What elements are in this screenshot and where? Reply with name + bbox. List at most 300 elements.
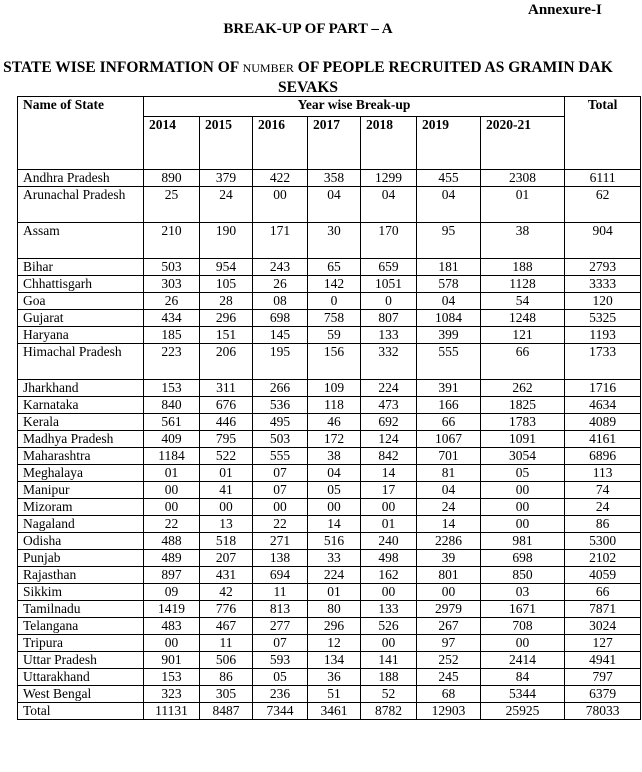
year-value-cell: 1299 <box>361 170 417 187</box>
year-value-cell: 518 <box>200 533 253 550</box>
year-value-cell: 262 <box>481 380 565 397</box>
table-row <box>18 187 641 223</box>
year-value-cell: 00 <box>361 635 417 652</box>
year-value-cell: 46 <box>308 414 361 431</box>
year-value-cell: 431 <box>200 567 253 584</box>
total-cell: 120 <box>565 293 641 310</box>
year-value-cell: 141 <box>361 652 417 669</box>
year-value-cell: 399 <box>417 327 481 344</box>
year-value-cell: 516 <box>308 533 361 550</box>
year-value-cell: 1051 <box>361 276 417 293</box>
table-row <box>18 380 641 397</box>
state-cell: Karnataka <box>18 397 144 414</box>
year-value-cell: 04 <box>417 187 481 223</box>
year-value-cell: 66 <box>417 414 481 431</box>
year-value-cell: 151 <box>200 327 253 344</box>
table-row <box>18 703 641 720</box>
year-value-cell: 24 <box>200 187 253 223</box>
year-value-cell: 39 <box>417 550 481 567</box>
year-value-cell: 210 <box>144 223 200 259</box>
year-value-cell: 68 <box>417 686 481 703</box>
year-value-cell: 694 <box>253 567 308 584</box>
table-row <box>18 465 641 482</box>
year-value-cell: 311 <box>200 380 253 397</box>
year-value-cell: 332 <box>361 344 417 380</box>
total-cell: 4634 <box>565 397 641 414</box>
year-value-cell: 659 <box>361 259 417 276</box>
year-value-cell: 59 <box>308 327 361 344</box>
year-value-cell: 561 <box>144 414 200 431</box>
year-value-cell: 483 <box>144 618 200 635</box>
table-row <box>18 652 641 669</box>
year-value-cell: 224 <box>361 380 417 397</box>
year-value-cell: 807 <box>361 310 417 327</box>
year-value-cell: 05 <box>481 465 565 482</box>
year-value-cell: 121 <box>481 327 565 344</box>
year-value-cell: 22 <box>253 516 308 533</box>
year-value-cell: 698 <box>253 310 308 327</box>
year-value-cell: 455 <box>417 170 481 187</box>
year-value-cell: 170 <box>361 223 417 259</box>
year-value-cell: 190 <box>200 223 253 259</box>
year-value-cell: 17 <box>361 482 417 499</box>
year-value-cell: 266 <box>253 380 308 397</box>
year-value-cell: 01 <box>481 187 565 223</box>
year-value-cell: 296 <box>308 618 361 635</box>
year-value-cell: 00 <box>481 482 565 499</box>
table-row <box>18 327 641 344</box>
year-value-cell: 323 <box>144 686 200 703</box>
year-value-cell: 42 <box>200 584 253 601</box>
year-value-cell: 86 <box>200 669 253 686</box>
year-value-cell: 498 <box>361 550 417 567</box>
year-value-cell: 12 <box>308 635 361 652</box>
table-row <box>18 397 641 414</box>
year-value-cell: 08 <box>253 293 308 310</box>
table-row <box>18 533 641 550</box>
year-value-cell: 52 <box>361 686 417 703</box>
year-value-cell: 188 <box>481 259 565 276</box>
year-value-cell: 1184 <box>144 448 200 465</box>
main-title-part1: STATE WISE INFORMATION OF <box>3 59 243 76</box>
state-cell: Meghalaya <box>18 465 144 482</box>
total-cell: 2793 <box>565 259 641 276</box>
year-value-cell: 81 <box>417 465 481 482</box>
header-year: 2018 <box>361 117 417 170</box>
state-cell: Tripura <box>18 635 144 652</box>
year-value-cell: 7344 <box>253 703 308 720</box>
year-value-cell: 00 <box>481 516 565 533</box>
year-value-cell: 01 <box>308 584 361 601</box>
year-value-cell: 701 <box>417 448 481 465</box>
table-row <box>18 259 641 276</box>
year-value-cell: 105 <box>200 276 253 293</box>
state-cell: Madhya Pradesh <box>18 431 144 448</box>
year-value-cell: 503 <box>253 431 308 448</box>
table-row <box>18 635 641 652</box>
state-cell: Odisha <box>18 533 144 550</box>
year-value-cell: 153 <box>144 380 200 397</box>
year-value-cell: 11 <box>200 635 253 652</box>
total-cell: 5300 <box>565 533 641 550</box>
state-cell: Assam <box>18 223 144 259</box>
year-value-cell: 80 <box>308 601 361 618</box>
year-value-cell: 758 <box>308 310 361 327</box>
year-value-cell: 54 <box>481 293 565 310</box>
year-value-cell: 07 <box>253 465 308 482</box>
year-value-cell: 181 <box>417 259 481 276</box>
year-value-cell: 138 <box>253 550 308 567</box>
table-row <box>18 344 641 380</box>
year-value-cell: 522 <box>200 448 253 465</box>
year-value-cell: 240 <box>361 533 417 550</box>
year-value-cell: 109 <box>308 380 361 397</box>
total-cell: 4161 <box>565 431 641 448</box>
year-value-cell: 26 <box>253 276 308 293</box>
year-value-cell: 133 <box>361 601 417 618</box>
header-year: 2014 <box>144 117 200 170</box>
year-value-cell: 842 <box>361 448 417 465</box>
main-title-part2: OF PEOPLE RECRUITED AS GRAMIN DAK SEVAKS <box>277 59 613 96</box>
year-value-cell: 296 <box>200 310 253 327</box>
year-value-cell: 379 <box>200 170 253 187</box>
year-value-cell: 692 <box>361 414 417 431</box>
year-value-cell: 446 <box>200 414 253 431</box>
state-cell: Telangana <box>18 618 144 635</box>
year-value-cell: 97 <box>417 635 481 652</box>
year-value-cell: 236 <box>253 686 308 703</box>
year-value-cell: 185 <box>144 327 200 344</box>
year-value-cell: 00 <box>361 499 417 516</box>
year-value-cell: 04 <box>417 293 481 310</box>
year-value-cell: 0 <box>361 293 417 310</box>
year-value-cell: 795 <box>200 431 253 448</box>
year-value-cell: 171 <box>253 223 308 259</box>
year-value-cell: 41 <box>200 482 253 499</box>
year-value-cell: 495 <box>253 414 308 431</box>
total-cell: 86 <box>565 516 641 533</box>
year-value-cell: 156 <box>308 344 361 380</box>
total-cell: 797 <box>565 669 641 686</box>
year-value-cell: 145 <box>253 327 308 344</box>
header-total: Total <box>565 97 641 170</box>
state-cell: Goa <box>18 293 144 310</box>
year-value-cell: 153 <box>144 669 200 686</box>
year-value-cell: 26 <box>144 293 200 310</box>
table-row <box>18 170 641 187</box>
year-value-cell: 489 <box>144 550 200 567</box>
year-value-cell: 578 <box>417 276 481 293</box>
total-cell: 2102 <box>565 550 641 567</box>
state-cell: Total <box>18 703 144 720</box>
header-year: 2020-21 <box>481 117 565 170</box>
total-cell: 4059 <box>565 567 641 584</box>
table-row <box>18 448 641 465</box>
year-value-cell: 223 <box>144 344 200 380</box>
table-row <box>18 618 641 635</box>
table-row <box>18 601 641 618</box>
year-value-cell: 467 <box>200 618 253 635</box>
main-title <box>0 58 616 97</box>
state-cell: Punjab <box>18 550 144 567</box>
year-value-cell: 391 <box>417 380 481 397</box>
table-row <box>18 686 641 703</box>
year-value-cell: 09 <box>144 584 200 601</box>
table-row <box>18 276 641 293</box>
total-cell: 1733 <box>565 344 641 380</box>
table-row <box>18 482 641 499</box>
year-value-cell: 409 <box>144 431 200 448</box>
year-value-cell: 813 <box>253 601 308 618</box>
total-cell: 3024 <box>565 618 641 635</box>
year-value-cell: 162 <box>361 567 417 584</box>
year-value-cell: 245 <box>417 669 481 686</box>
year-value-cell: 676 <box>200 397 253 414</box>
state-cell: Jharkhand <box>18 380 144 397</box>
total-cell: 127 <box>565 635 641 652</box>
year-value-cell: 555 <box>417 344 481 380</box>
year-value-cell: 00 <box>253 187 308 223</box>
year-value-cell: 698 <box>481 550 565 567</box>
year-value-cell: 38 <box>308 448 361 465</box>
recruitment-table <box>17 96 641 720</box>
state-cell: Rajasthan <box>18 567 144 584</box>
table-row <box>18 223 641 259</box>
state-cell: Arunachal Pradesh <box>18 187 144 223</box>
year-value-cell: 14 <box>308 516 361 533</box>
table-row <box>18 499 641 516</box>
year-value-cell: 434 <box>144 310 200 327</box>
year-value-cell: 0 <box>308 293 361 310</box>
year-value-cell: 07 <box>253 635 308 652</box>
year-value-cell: 166 <box>417 397 481 414</box>
year-value-cell: 22 <box>144 516 200 533</box>
table-row <box>18 567 641 584</box>
state-cell: Manipur <box>18 482 144 499</box>
total-cell: 4089 <box>565 414 641 431</box>
year-value-cell: 38 <box>481 223 565 259</box>
total-cell: 5325 <box>565 310 641 327</box>
year-value-cell: 03 <box>481 584 565 601</box>
year-value-cell: 1825 <box>481 397 565 414</box>
state-cell: Haryana <box>18 327 144 344</box>
year-value-cell: 1128 <box>481 276 565 293</box>
total-cell: 3333 <box>565 276 641 293</box>
state-cell: Sikkim <box>18 584 144 601</box>
year-value-cell: 555 <box>253 448 308 465</box>
year-value-cell: 2414 <box>481 652 565 669</box>
year-value-cell: 65 <box>308 259 361 276</box>
table-row <box>18 414 641 431</box>
year-value-cell: 00 <box>144 482 200 499</box>
total-cell: 904 <box>565 223 641 259</box>
year-value-cell: 8782 <box>361 703 417 720</box>
year-value-cell: 3461 <box>308 703 361 720</box>
state-cell: Maharashtra <box>18 448 144 465</box>
year-value-cell: 00 <box>253 499 308 516</box>
year-value-cell: 305 <box>200 686 253 703</box>
year-value-cell: 897 <box>144 567 200 584</box>
year-value-cell: 2308 <box>481 170 565 187</box>
state-cell: Uttarakhand <box>18 669 144 686</box>
total-cell: 78033 <box>565 703 641 720</box>
table-row <box>18 431 641 448</box>
year-value-cell: 33 <box>308 550 361 567</box>
state-cell: West Bengal <box>18 686 144 703</box>
year-value-cell: 30 <box>308 223 361 259</box>
header-year: 2015 <box>200 117 253 170</box>
state-cell: Tamilnadu <box>18 601 144 618</box>
year-value-cell: 526 <box>361 618 417 635</box>
part-title: BREAK-UP OF PART – A <box>223 21 393 37</box>
year-value-cell: 36 <box>308 669 361 686</box>
year-value-cell: 473 <box>361 397 417 414</box>
state-cell: Mizoram <box>18 499 144 516</box>
year-value-cell: 00 <box>200 499 253 516</box>
year-value-cell: 488 <box>144 533 200 550</box>
year-value-cell: 25 <box>144 187 200 223</box>
year-value-cell: 850 <box>481 567 565 584</box>
year-value-cell: 277 <box>253 618 308 635</box>
year-value-cell: 890 <box>144 170 200 187</box>
year-value-cell: 14 <box>417 516 481 533</box>
state-cell: Kerala <box>18 414 144 431</box>
year-value-cell: 25925 <box>481 703 565 720</box>
year-value-cell: 142 <box>308 276 361 293</box>
state-cell: Himachal Pradesh <box>18 344 144 380</box>
year-value-cell: 1671 <box>481 601 565 618</box>
year-value-cell: 303 <box>144 276 200 293</box>
year-value-cell: 28 <box>200 293 253 310</box>
year-value-cell: 506 <box>200 652 253 669</box>
year-value-cell: 224 <box>308 567 361 584</box>
year-value-cell: 12903 <box>417 703 481 720</box>
year-value-cell: 271 <box>253 533 308 550</box>
year-value-cell: 04 <box>361 187 417 223</box>
year-value-cell: 84 <box>481 669 565 686</box>
header-year: 2017 <box>308 117 361 170</box>
year-value-cell: 1084 <box>417 310 481 327</box>
year-value-cell: 188 <box>361 669 417 686</box>
annexure-label: Annexure-I <box>528 2 602 18</box>
year-value-cell: 95 <box>417 223 481 259</box>
year-value-cell: 954 <box>200 259 253 276</box>
year-value-cell: 1419 <box>144 601 200 618</box>
year-value-cell: 840 <box>144 397 200 414</box>
header-year: 2019 <box>417 117 481 170</box>
state-cell: Nagaland <box>18 516 144 533</box>
year-value-cell: 00 <box>481 499 565 516</box>
year-value-cell: 00 <box>308 499 361 516</box>
table-row <box>18 293 641 310</box>
table-row <box>18 550 641 567</box>
year-value-cell: 195 <box>253 344 308 380</box>
total-cell: 66 <box>565 584 641 601</box>
year-value-cell: 66 <box>481 344 565 380</box>
year-value-cell: 11131 <box>144 703 200 720</box>
table-row <box>18 310 641 327</box>
year-value-cell: 2979 <box>417 601 481 618</box>
year-value-cell: 118 <box>308 397 361 414</box>
state-cell: Uttar Pradesh <box>18 652 144 669</box>
year-value-cell: 422 <box>253 170 308 187</box>
year-value-cell: 801 <box>417 567 481 584</box>
year-value-cell: 00 <box>417 584 481 601</box>
year-value-cell: 8487 <box>200 703 253 720</box>
year-value-cell: 04 <box>417 482 481 499</box>
year-value-cell: 13 <box>200 516 253 533</box>
table-row <box>18 669 641 686</box>
year-value-cell: 358 <box>308 170 361 187</box>
year-value-cell: 3054 <box>481 448 565 465</box>
year-value-cell: 708 <box>481 618 565 635</box>
year-value-cell: 901 <box>144 652 200 669</box>
total-cell: 6379 <box>565 686 641 703</box>
year-value-cell: 1067 <box>417 431 481 448</box>
total-cell: 74 <box>565 482 641 499</box>
year-value-cell: 124 <box>361 431 417 448</box>
header-year: 2016 <box>253 117 308 170</box>
table-body <box>18 170 641 720</box>
year-value-cell: 2286 <box>417 533 481 550</box>
total-cell: 1193 <box>565 327 641 344</box>
year-value-cell: 51 <box>308 686 361 703</box>
year-value-cell: 252 <box>417 652 481 669</box>
year-value-cell: 134 <box>308 652 361 669</box>
year-value-cell: 05 <box>253 669 308 686</box>
year-value-cell: 11 <box>253 584 308 601</box>
total-cell: 24 <box>565 499 641 516</box>
year-value-cell: 206 <box>200 344 253 380</box>
year-value-cell: 243 <box>253 259 308 276</box>
year-value-cell: 133 <box>361 327 417 344</box>
total-cell: 7871 <box>565 601 641 618</box>
header-year-span: Year wise Break-up <box>144 97 565 117</box>
year-value-cell: 04 <box>308 465 361 482</box>
year-value-cell: 05 <box>308 482 361 499</box>
state-cell: Gujarat <box>18 310 144 327</box>
year-value-cell: 776 <box>200 601 253 618</box>
year-value-cell: 00 <box>144 499 200 516</box>
total-cell: 62 <box>565 187 641 223</box>
year-value-cell: 5344 <box>481 686 565 703</box>
year-value-cell: 00 <box>144 635 200 652</box>
year-value-cell: 01 <box>144 465 200 482</box>
year-value-cell: 1091 <box>481 431 565 448</box>
year-value-cell: 14 <box>361 465 417 482</box>
year-value-cell: 01 <box>200 465 253 482</box>
state-cell: Andhra Pradesh <box>18 170 144 187</box>
year-value-cell: 981 <box>481 533 565 550</box>
total-cell: 4941 <box>565 652 641 669</box>
year-value-cell: 00 <box>361 584 417 601</box>
year-value-cell: 04 <box>308 187 361 223</box>
year-value-cell: 1783 <box>481 414 565 431</box>
state-cell: Chhattisgarh <box>18 276 144 293</box>
total-cell: 6111 <box>565 170 641 187</box>
year-value-cell: 172 <box>308 431 361 448</box>
year-value-cell: 207 <box>200 550 253 567</box>
main-title-small-word: NUMBER <box>242 61 294 75</box>
total-cell: 1716 <box>565 380 641 397</box>
year-value-cell: 536 <box>253 397 308 414</box>
year-value-cell: 593 <box>253 652 308 669</box>
year-value-cell: 07 <box>253 482 308 499</box>
state-cell: Bihar <box>18 259 144 276</box>
year-value-cell: 267 <box>417 618 481 635</box>
total-cell: 6896 <box>565 448 641 465</box>
year-value-cell: 00 <box>481 635 565 652</box>
